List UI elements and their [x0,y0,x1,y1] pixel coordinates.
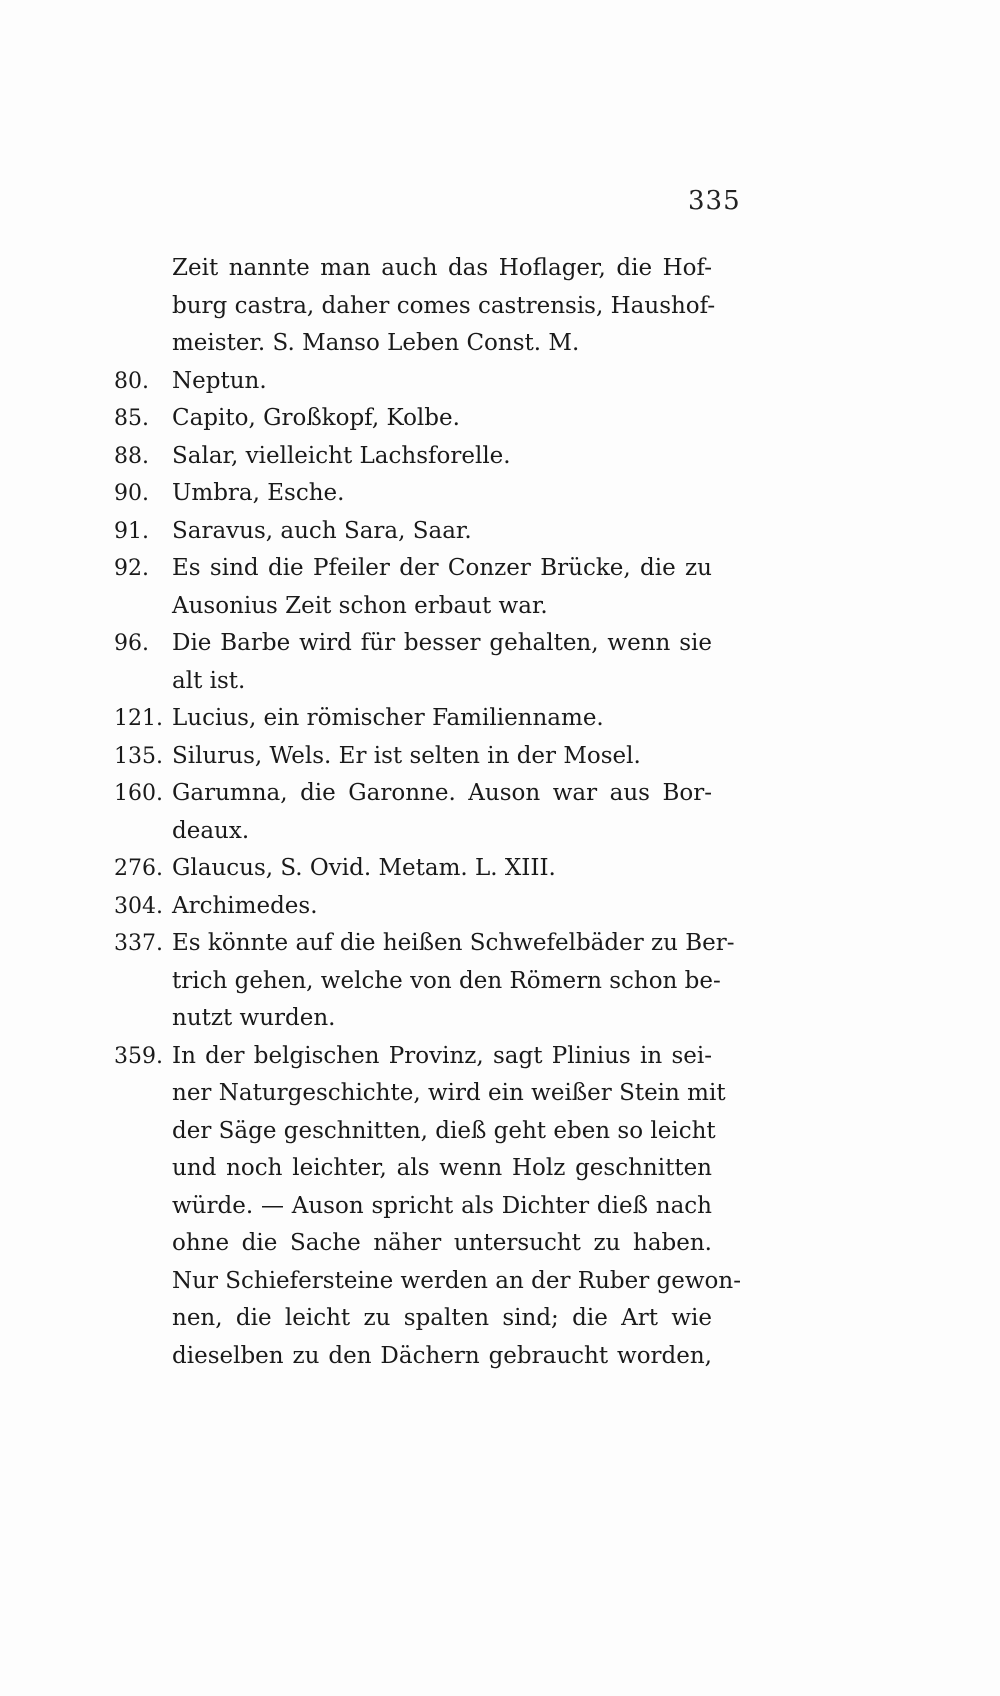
line-text: dieselben zu den Dächern gebraucht worden, [172,1342,712,1369]
line-number: 80. [114,368,149,394]
text-line [0,738,1000,776]
line-number: 121. [114,706,163,731]
text-line [0,1225,1000,1263]
text-line [0,1150,1000,1188]
line-text: deaux. [172,817,250,844]
line-number: 88. [114,443,149,469]
text-line [0,1188,1000,1226]
text-line [0,513,1000,551]
line-number: 135. [114,743,163,769]
line-text: Silurus, Wels. Er ist selten in der Mosel. [172,742,641,769]
line-number: 91. [114,518,149,544]
text-line [0,925,1000,963]
line-text: nutzt wurden. [172,1005,336,1031]
line-text: alt ist. [172,667,246,694]
line-text: würde. — Auson spricht als Dichter dieß nach [172,1192,712,1219]
text-line [0,1075,1000,1113]
line-text: Lucius, ein römischer Familienname. [172,705,604,731]
line-text: burg castra, daher comes castrensis, Haushof- [172,292,716,319]
line-number: 85. [114,406,149,431]
line-text: und noch leichter, als wenn Holz geschnitten [172,1155,712,1181]
line-text: trich gehen, welche von den Römern schon be- [172,967,721,994]
text-line [0,550,1000,588]
line-text: In der belgischen Provinz, sagt Plinius in sei- [172,1042,712,1069]
text-line [0,888,1000,926]
text-line [0,700,1000,738]
line-number: 359. [114,1043,163,1069]
text-line [0,1000,1000,1038]
line-text: Ausonius Zeit schon erbaut war. [172,592,548,619]
line-text: Capito, Großkopf, Kolbe. [172,405,460,431]
line-text: Die Barbe wird für besser gehalten, wenn sie [172,630,712,656]
line-text: Glaucus, S. Ovid. Metam. L. XIII. [172,855,556,881]
line-text: meister. S. Manso Leben Const. M. [172,330,580,356]
line-number: 160. [114,781,163,806]
line-text: Garumna, die Garonne. Auson war aus Bor- [172,780,712,806]
text-line [0,475,1000,513]
text-line [0,325,1000,363]
text-line [0,400,1000,438]
line-text: Es sind die Pfeiler der Conzer Brücke, die zu [172,555,712,581]
line-text: Es könnte auf die heißen Schwefelbäder zu Ber- [172,930,735,956]
text-line [0,1300,1000,1338]
line-text: nen, die leicht zu spalten sind; die Art wie [172,1305,712,1331]
line-text: Archimedes. [172,892,318,919]
line-number: 337. [114,931,163,956]
text-line [0,1038,1000,1076]
line-text: Salar, vielleicht Lachsforelle. [172,442,511,469]
line-number: 92. [114,556,149,581]
text-line [0,438,1000,476]
line-text: Zeit nannte man auch das Hoflager, die Hof- [172,255,712,281]
text-line [0,288,1000,326]
text-line [0,363,1000,401]
annotation-list [0,250,1000,1375]
text-line [0,250,1000,288]
text-line [0,813,1000,851]
text-line [0,1113,1000,1151]
line-number: 90. [114,481,149,506]
text-line [0,850,1000,888]
text-line [0,963,1000,1001]
text-line [0,588,1000,626]
text-line [0,1338,1000,1376]
line-number: 304. [114,893,163,919]
line-text: Saravus, auch Sara, Saar. [172,517,472,544]
line-text: ohne die Sache näher untersucht zu haben. [172,1230,712,1256]
text-line [0,625,1000,663]
line-number: 96. [114,631,149,656]
line-text: der Säge geschnitten, dieß geht eben so leicht [172,1117,716,1144]
text-line [0,1263,1000,1301]
text-line [0,775,1000,813]
line-text: Umbra, Esche. [172,480,345,506]
text-line [0,663,1000,701]
line-text: ner Naturgeschichte, wird ein weißer Stein mit [172,1080,726,1106]
line-text: Nur Schiefersteine werden an der Ruber gewon- [172,1267,741,1294]
page-number: 335 [688,186,741,216]
line-number: 276. [114,856,163,881]
line-text: Neptun. [172,367,267,394]
